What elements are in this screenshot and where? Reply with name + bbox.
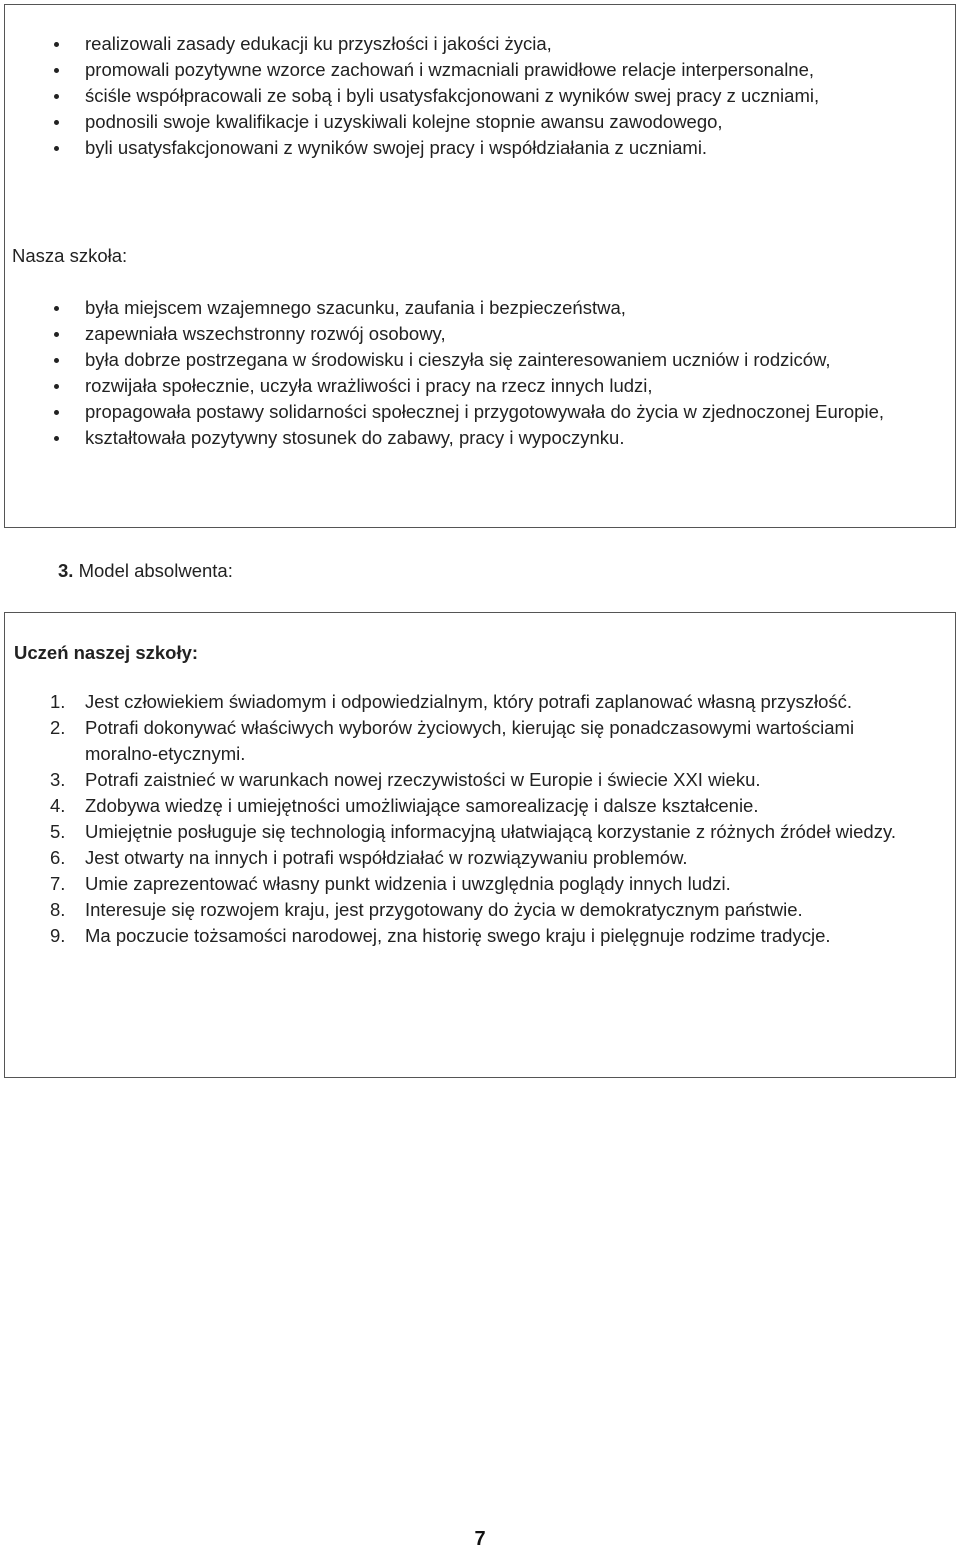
item-text: Umiejętnie posługuje się technologią informacyjną ułatwiającą korzystanie z różnych źródeł wiedzy. [85,821,896,842]
item-text: Jest otwarty na innych i potrafi współdziałać w rozwiązywaniu problemów. [85,847,688,868]
item-text: Zdobywa wiedzę i umiejętności umożliwiające samorealizację i dalsze kształcenie. [85,795,759,816]
goals-list [0,31,920,161]
student-heading: Uczeń naszej szkoły: [14,642,199,663]
list-item: zapewniała wszechstronny rozwój osobowy, [0,321,920,347]
list-item: była miejscem wzajemnego szacunku, zaufania i bezpieczeństwa, [0,295,920,321]
item-text: Ma poczucie tożsamości narodowej, zna historię swego kraju i pielęgnuje rodzime tradycje. [85,925,831,946]
list-item [0,897,920,923]
list-item: promowali pozytywne wzorce zachowań i wzmacniali prawidłowe relacje interpersonalne, [0,57,920,83]
list-item: byli usatysfakcjonowani z wyników swojej pracy i współdziałania z uczniami. [0,135,920,161]
list-item: kształtowała pozytywny stosunek do zabawy, pracy i wypoczynku. [0,425,920,451]
list-item: podnosili swoje kwalifikacje i uzyskiwali kolejne stopnie awansu zawodowego, [0,109,920,135]
item-number: 3. [50,769,66,790]
item-number: 4. [50,795,66,816]
item-number: 5. [50,821,66,842]
section-title: Model absolwenta: [78,560,233,581]
school-heading: Nasza szkoła: [12,245,128,266]
graduate-traits-list [0,689,920,949]
list-item [0,715,920,767]
item-number: 7. [50,873,66,894]
list-item [0,767,920,793]
item-number: 1. [50,691,66,712]
item-text: Potrafi dokonywać właściwych wyborów życiowych, kierując się ponadczasowymi wartościami moralno-etycznymi. [85,717,855,764]
school-list [0,295,920,451]
list-item: realizowali zasady edukacji ku przyszłości i jakości życia, [0,31,920,57]
list-item [0,689,920,715]
list-item [0,793,920,819]
item-text: Umie zaprezentować własny punkt widzenia i uwzględnia poglądy innych ludzi. [85,873,731,894]
list-item: rozwijała społecznie, uczyła wrażliwości i pracy na rzecz innych ludzi, [0,373,920,399]
list-item: ściśle współpracowali ze sobą i byli usatysfakcjonowani z wyników swej pracy z uczniami, [0,83,920,109]
list-item: propagowała postawy solidarności społecznej i przygotowywała do życia w zjednoczonej Europie, [0,399,920,425]
page-number: 7 [474,1528,486,1550]
section-heading [58,558,233,584]
item-number: 2. [50,717,66,738]
list-item [0,819,920,845]
section-number: 3. [58,560,74,581]
list-item [0,923,920,949]
item-number: 8. [50,899,66,920]
item-text: Jest człowiekiem świadomym i odpowiedzialnym, który potrafi zaplanować własną przyszłość. [85,691,853,712]
list-item [0,845,920,871]
item-number: 6. [50,847,66,868]
list-item [0,871,920,897]
item-number: 9. [50,925,66,946]
item-text: Potrafi zaistnieć w warunkach nowej rzeczywistości w Europie i świecie XXI wieku. [85,769,761,790]
item-text: Interesuje się rozwojem kraju, jest przygotowany do życia w demokratycznym państwie. [85,899,803,920]
list-item: była dobrze postrzegana w środowisku i cieszyła się zainteresowaniem uczniów i rodziców, [0,347,920,373]
